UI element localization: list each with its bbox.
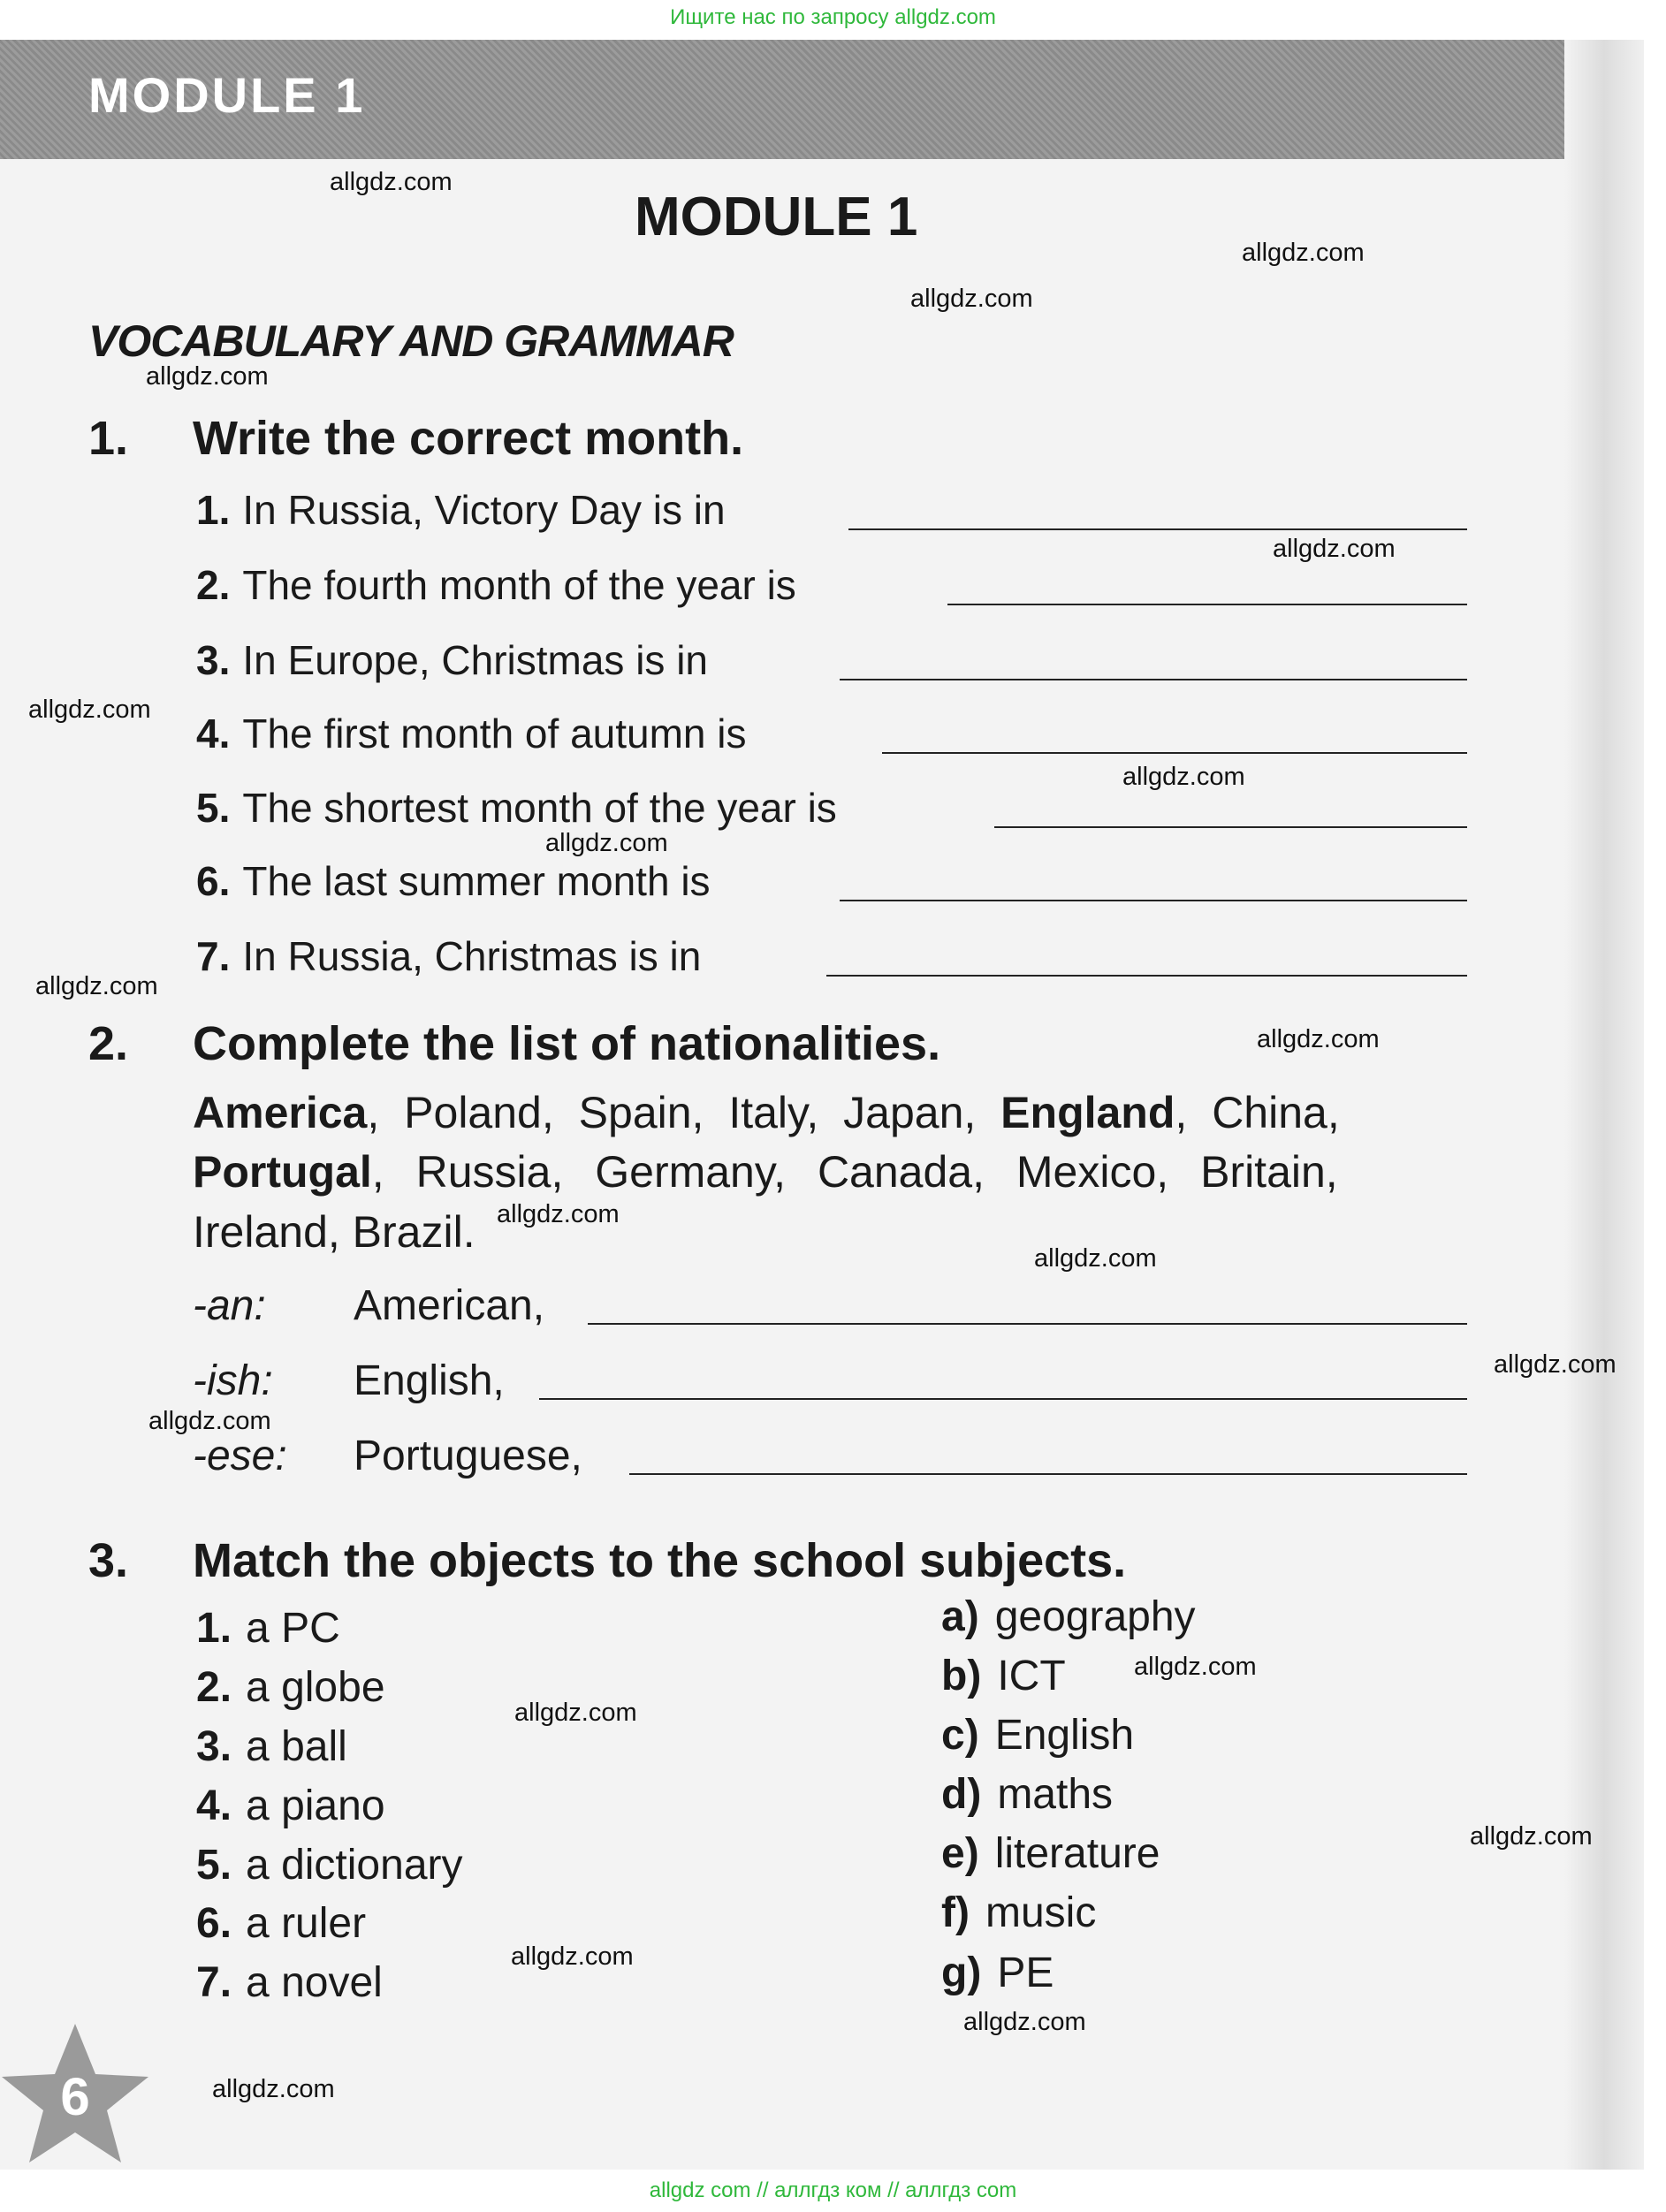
page-title: MODULE 1 (635, 186, 918, 247)
watermark: allgdz.com (545, 829, 668, 857)
suffix-example: English, (354, 1357, 505, 1404)
watermark: allgdz.com (35, 972, 158, 1000)
subject-item (941, 1770, 1113, 1819)
answer-blank[interactable] (539, 1398, 1467, 1400)
task1-item (196, 784, 837, 832)
subject-letter: b) (941, 1653, 982, 1699)
item-text: The fourth month of the year is (242, 562, 796, 608)
page-number: 6 (60, 2067, 90, 2126)
country: Japan, (843, 1088, 977, 1137)
country: Britain, (1200, 1147, 1338, 1197)
watermark: allgdz.com (1034, 1244, 1157, 1273)
watermark: allgdz.com (511, 1942, 634, 1971)
answer-blank[interactable] (994, 826, 1467, 828)
watermark: allgdz.com (514, 1699, 637, 1727)
item-text: In Russia, Christmas is in (242, 933, 702, 979)
object-number: 6. (196, 1900, 232, 1947)
object-number: 7. (196, 1959, 232, 2006)
task1-item (196, 486, 726, 534)
watermark: allgdz.com (1273, 535, 1396, 563)
object-number: 3. (196, 1723, 232, 1770)
subject-text: music (985, 1889, 1097, 1936)
suffix-label: -ish: (193, 1357, 273, 1404)
subject-item (941, 1711, 1134, 1760)
watermark: allgdz.com (1470, 1822, 1593, 1851)
subject-text: PE (997, 1950, 1054, 1996)
suffix-label: -an: (193, 1282, 266, 1329)
object-text: a piano (246, 1783, 385, 1829)
section-heading: VOCABULARY AND GRAMMAR (88, 316, 734, 366)
suffix-example: American, (354, 1282, 545, 1329)
answer-blank[interactable] (840, 679, 1467, 680)
item-text: In Europe, Christmas is in (242, 637, 709, 683)
countries-line-1 (193, 1087, 1340, 1138)
subject-text: geography (994, 1593, 1196, 1640)
object-text: a ball (246, 1723, 347, 1770)
task1-title: Write the correct month. (193, 412, 744, 465)
subject-text: English (994, 1712, 1135, 1759)
object-item (196, 1663, 385, 1712)
task1-item (196, 636, 708, 684)
item-number: 6. (196, 858, 231, 904)
item-text: The shortest month of the year is (242, 785, 837, 831)
object-text: a globe (246, 1664, 385, 1711)
watermark: allgdz.com (146, 362, 269, 391)
answer-blank[interactable] (947, 604, 1467, 605)
task1-item (196, 932, 701, 980)
separator: , (371, 1147, 384, 1197)
country-bold: England (1000, 1088, 1175, 1137)
item-text: In Russia, Victory Day is in (242, 487, 726, 533)
subject-letter: e) (941, 1830, 979, 1877)
object-text: a ruler (246, 1900, 367, 1947)
object-text: a novel (246, 1959, 383, 2006)
object-item (196, 1958, 383, 2007)
answer-blank[interactable] (826, 975, 1467, 977)
country: Canada, (817, 1147, 985, 1197)
object-item (196, 1841, 463, 1889)
country-bold: America (193, 1088, 368, 1137)
object-text: a PC (246, 1605, 340, 1652)
subject-letter: a) (941, 1593, 979, 1640)
answer-blank[interactable] (588, 1323, 1467, 1325)
task3-title: Match the objects to the school subjects. (193, 1534, 1127, 1587)
subject-item (941, 1949, 1054, 1997)
object-number: 1. (196, 1605, 232, 1652)
task2-number: 2. (88, 1017, 129, 1070)
suffix-example: Portuguese, (354, 1433, 582, 1479)
watermark: allgdz.com (1257, 1025, 1380, 1053)
answer-blank[interactable] (840, 900, 1467, 901)
subject-letter: f) (941, 1889, 970, 1936)
watermark: allgdz.com (1134, 1653, 1257, 1681)
country: Germany, (595, 1147, 787, 1197)
item-number: 5. (196, 785, 231, 831)
task3-number: 3. (88, 1534, 129, 1587)
watermark: allgdz.com (497, 1200, 620, 1228)
task1-item (196, 710, 747, 757)
page-number-star-icon (0, 2019, 150, 2170)
countries-line-3: Ireland, Brazil. (193, 1207, 475, 1257)
watermark: allgdz.com (148, 1407, 271, 1435)
watermark: allgdz.com (1242, 239, 1365, 267)
country: Poland, (404, 1088, 554, 1137)
watermark: allgdz.com (330, 168, 453, 196)
workbook-page (0, 40, 1644, 2170)
item-number: 4. (196, 711, 231, 756)
object-item (196, 1604, 340, 1653)
item-number: 7. (196, 933, 231, 979)
item-number: 2. (196, 562, 231, 608)
watermark: allgdz.com (1122, 763, 1245, 791)
watermark: allgdz.com (963, 2008, 1086, 2036)
country-bold: Portugal (193, 1147, 372, 1197)
item-text: The first month of autumn is (242, 711, 747, 756)
subject-item (941, 1652, 1066, 1700)
subject-item (941, 1829, 1160, 1878)
task1-item (196, 561, 796, 609)
subject-text: maths (997, 1771, 1114, 1818)
subject-item (941, 1889, 1096, 1937)
country: Italy, (728, 1088, 819, 1137)
task1-number: 1. (88, 412, 129, 465)
watermark: allgdz.com (1494, 1350, 1617, 1379)
object-item (196, 1722, 347, 1771)
object-number: 4. (196, 1783, 232, 1829)
watermark: allgdz.com (910, 285, 1033, 313)
item-number: 1. (196, 487, 231, 533)
watermark: allgdz.com (212, 2075, 335, 2103)
module-banner (0, 40, 1564, 159)
subject-letter: c) (941, 1712, 979, 1759)
top-promo-link[interactable]: Ищите нас по запросу allgdz.com (670, 5, 996, 29)
task1-item (196, 857, 711, 905)
subject-letter: g) (941, 1950, 982, 1996)
object-number: 2. (196, 1664, 232, 1711)
countries-line-2 (193, 1146, 1338, 1197)
banner-title: MODULE 1 (88, 67, 366, 123)
separator: , (367, 1088, 380, 1137)
footer-links[interactable]: allgdz com // аллгдз ком // аллгдз com (649, 2178, 1017, 2202)
subject-item (941, 1592, 1196, 1641)
country: Mexico, (1016, 1147, 1169, 1197)
suffix-label: -ese: (193, 1433, 287, 1479)
object-item (196, 1899, 366, 1948)
object-text: a dictionary (246, 1842, 463, 1889)
subject-letter: d) (941, 1771, 982, 1818)
country: China, (1212, 1088, 1340, 1137)
country: Russia, (415, 1147, 564, 1197)
item-number: 3. (196, 637, 231, 683)
watermark: allgdz.com (28, 696, 151, 724)
item-text: The last summer month is (242, 858, 711, 904)
answer-blank[interactable] (848, 528, 1467, 530)
country: Spain, (578, 1088, 704, 1137)
separator: , (1175, 1088, 1188, 1137)
subject-text: ICT (997, 1653, 1066, 1699)
answer-blank[interactable] (882, 752, 1467, 754)
subject-text: literature (994, 1830, 1160, 1877)
object-number: 5. (196, 1842, 232, 1889)
object-item (196, 1782, 385, 1830)
task2-title: Complete the list of nationalities. (193, 1017, 941, 1070)
answer-blank[interactable] (629, 1473, 1467, 1475)
